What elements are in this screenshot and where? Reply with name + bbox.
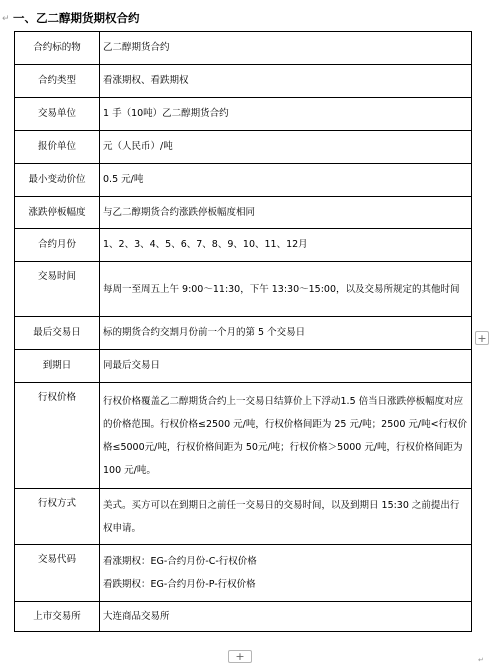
row-label: 行权价格 xyxy=(15,383,100,489)
row-label: 合约标的物 xyxy=(15,32,100,65)
row-value: 0.5 元/吨 xyxy=(100,164,472,197)
paragraph-mark-icon: ↵ xyxy=(2,14,10,24)
row-label: 交易时间 xyxy=(15,262,100,317)
row-value: 每周一至周五上午 9:00～11:30，下午 13:30～15:00，以及交易所规定的其他时间 xyxy=(100,262,472,317)
table-row xyxy=(15,164,472,197)
put-code-line: 看跌期权：EG-合约月份-P-行权价格 xyxy=(103,579,256,590)
table-row xyxy=(15,98,472,131)
row-label: 行权方式 xyxy=(15,489,100,545)
table-row xyxy=(15,489,472,545)
row-value: 看涨期权、看跌期权 xyxy=(100,65,472,98)
table-row xyxy=(15,131,472,164)
table-row xyxy=(15,602,472,632)
row-value xyxy=(100,545,472,602)
row-label: 合约月份 xyxy=(15,229,100,262)
add-row-button[interactable]: + xyxy=(228,650,252,663)
row-value: 行权价格覆盖乙二醇期货合约上一交易日结算价上下浮动1.5 倍当日涨跌停板幅度对应的价格范围。行权价格≤2500 元/吨，行权价格间距为 25 元/吨；2500 元/吨<行权价格≤5000元/吨，行权价格间距为 50元/吨；行权价格＞5000 元/吨，行权价格间距为 100 元/吨。 xyxy=(100,383,472,489)
section-heading: 一、乙二醇期货期权合约 xyxy=(13,11,140,25)
row-value: 1、2、3、4、5、6、7、8、9、10、11、12月 xyxy=(100,229,472,262)
end-of-row-mark-icon: ↵ xyxy=(478,656,484,664)
row-label: 报价单位 xyxy=(15,131,100,164)
row-value: 美式。买方可以在到期日之前任一交易日的交易时间，以及到期日 15:30 之前提出行权申请。 xyxy=(100,489,472,545)
table-row xyxy=(15,545,472,602)
add-column-button[interactable]: + xyxy=(475,331,489,345)
row-label: 合约类型 xyxy=(15,65,100,98)
row-value: 标的期货合约交割月份前一个月的第 5 个交易日 xyxy=(100,317,472,350)
table-row xyxy=(15,32,472,65)
table-row xyxy=(15,197,472,229)
row-label: 涨跌停板幅度 xyxy=(15,197,100,229)
row-label: 最后交易日 xyxy=(15,317,100,350)
table-row xyxy=(15,350,472,383)
call-code-line: 看涨期权：EG-合约月份-C-行权价格 xyxy=(103,556,257,567)
table-row xyxy=(15,383,472,489)
contract-spec-table xyxy=(14,31,472,632)
row-label: 最小变动价位 xyxy=(15,164,100,197)
row-label: 交易代码 xyxy=(15,545,100,602)
row-label: 上市交易所 xyxy=(15,602,100,632)
row-label: 到期日 xyxy=(15,350,100,383)
row-value: 同最后交易日 xyxy=(100,350,472,383)
row-value: 元（人民币）/吨 xyxy=(100,131,472,164)
table-row xyxy=(15,229,472,262)
table-row xyxy=(15,65,472,98)
row-value: 乙二醇期货合约 xyxy=(100,32,472,65)
row-value: 大连商品交易所 xyxy=(100,602,472,632)
row-label: 交易单位 xyxy=(15,98,100,131)
table-row xyxy=(15,317,472,350)
row-value: 1 手（10吨）乙二醇期货合约 xyxy=(100,98,472,131)
row-value: 与乙二醇期货合约涨跌停板幅度相同 xyxy=(100,197,472,229)
table-row xyxy=(15,262,472,317)
